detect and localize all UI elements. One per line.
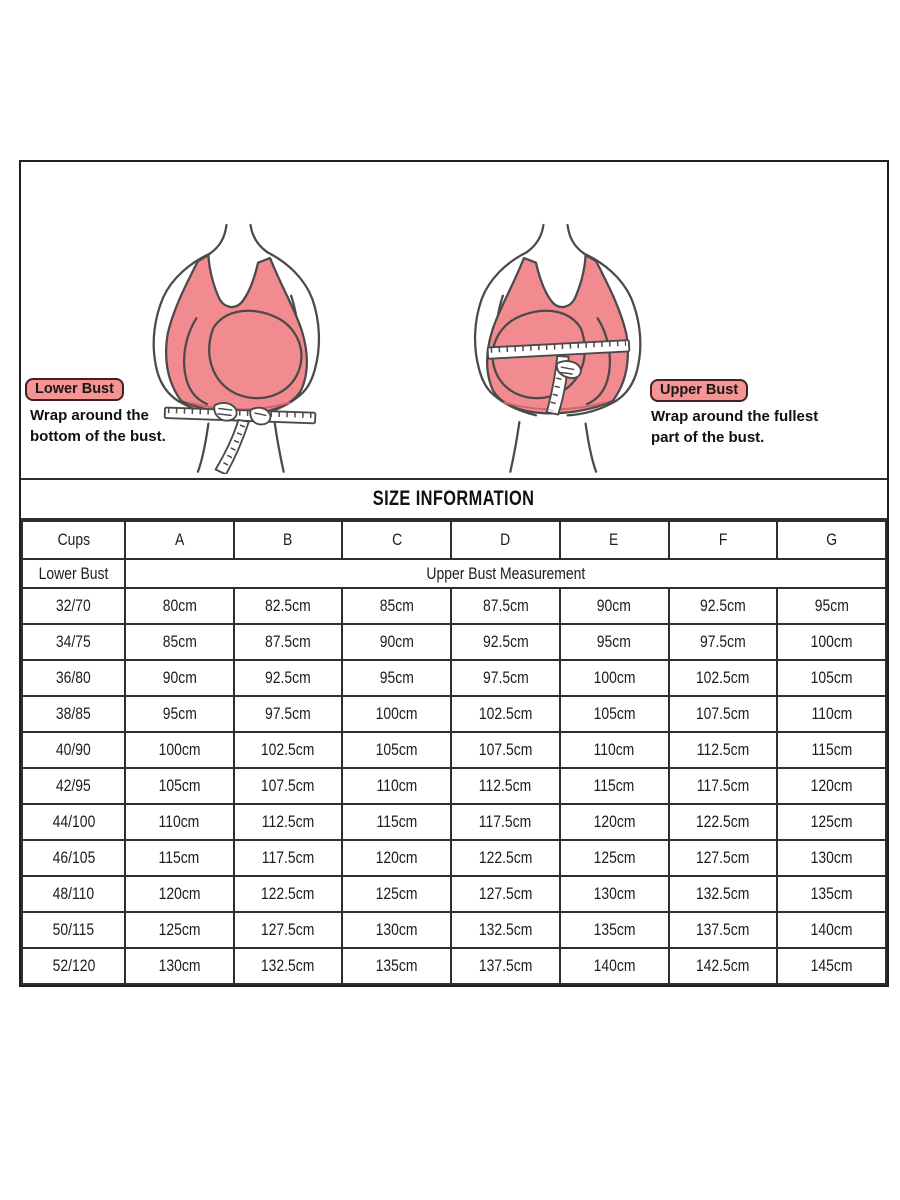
- table-cell: 125cm: [560, 840, 669, 876]
- table-cell: 115cm: [560, 768, 669, 804]
- table-cell: 110cm: [777, 696, 886, 732]
- cup-header-cell: D: [451, 521, 560, 559]
- table-cell: 125cm: [342, 876, 451, 912]
- row-header-cell: 50/115: [22, 912, 125, 948]
- table-cell: 127.5cm: [234, 912, 343, 948]
- table-cell: 107.5cm: [451, 732, 560, 768]
- table-cell: 137.5cm: [669, 912, 778, 948]
- table-cell: 127.5cm: [669, 840, 778, 876]
- table-cell: 137.5cm: [451, 948, 560, 984]
- size-chart-sheet: [19, 160, 889, 987]
- table-cell: 90cm: [560, 588, 669, 624]
- table-cell: 110cm: [560, 732, 669, 768]
- row-header-cell: 42/95: [22, 768, 125, 804]
- row-header-cell: 38/85: [22, 696, 125, 732]
- measurement-illustrations: [21, 162, 887, 478]
- table-row: [22, 840, 886, 876]
- table-row: [22, 732, 886, 768]
- table-cell: 122.5cm: [451, 840, 560, 876]
- table-cell: 120cm: [125, 876, 234, 912]
- table-cell: 100cm: [777, 624, 886, 660]
- table-cell: 112.5cm: [234, 804, 343, 840]
- table-cell: 85cm: [125, 624, 234, 660]
- table-cell: 95cm: [777, 588, 886, 624]
- table-cell: 132.5cm: [234, 948, 343, 984]
- caption-line: Wrap around the: [30, 407, 149, 424]
- table-cell: 80cm: [125, 588, 234, 624]
- table-cell: 140cm: [560, 948, 669, 984]
- table-cell: 115cm: [125, 840, 234, 876]
- table-cell: 130cm: [777, 840, 886, 876]
- cup-header-cell: G: [777, 521, 886, 559]
- row-header-cell: 52/120: [22, 948, 125, 984]
- upper-bust-label: Upper Bust: [650, 379, 748, 402]
- cup-header-cell: E: [560, 521, 669, 559]
- upper-bust-caption: [651, 406, 818, 448]
- cup-header-cell: F: [669, 521, 778, 559]
- table-cell: 90cm: [342, 624, 451, 660]
- table-cell: 112.5cm: [451, 768, 560, 804]
- cup-header-row: [22, 521, 886, 559]
- table-cell: 102.5cm: [234, 732, 343, 768]
- table-row: [22, 696, 886, 732]
- table-cell: 130cm: [342, 912, 451, 948]
- table-cell: 95cm: [125, 696, 234, 732]
- cup-header-cell: A: [125, 521, 234, 559]
- table-cell: 142.5cm: [669, 948, 778, 984]
- table-cell: 132.5cm: [669, 876, 778, 912]
- table-row: [22, 660, 886, 696]
- table-cell: 90cm: [125, 660, 234, 696]
- table-cell: 87.5cm: [234, 624, 343, 660]
- measuring-tape: [163, 408, 316, 474]
- table-cell: 117.5cm: [234, 840, 343, 876]
- table-cell: 130cm: [560, 876, 669, 912]
- table-cell: 85cm: [342, 588, 451, 624]
- table-cell: 92.5cm: [234, 660, 343, 696]
- caption-line: part of the bust.: [651, 429, 765, 446]
- table-row: [22, 804, 886, 840]
- table-cell: 127.5cm: [451, 876, 560, 912]
- table-cell: 92.5cm: [451, 624, 560, 660]
- span-header-cell: Upper Bust Measurement: [125, 559, 886, 588]
- table-cell: 117.5cm: [669, 768, 778, 804]
- table-cell: 105cm: [777, 660, 886, 696]
- table-cell: 92.5cm: [669, 588, 778, 624]
- table-cell: 97.5cm: [669, 624, 778, 660]
- table-cell: 95cm: [342, 660, 451, 696]
- table-cell: 120cm: [342, 840, 451, 876]
- row-header-cell: 40/90: [22, 732, 125, 768]
- table-cell: 87.5cm: [451, 588, 560, 624]
- table-cell: 125cm: [125, 912, 234, 948]
- row-header-cell: 34/75: [22, 624, 125, 660]
- table-cell: 82.5cm: [234, 588, 343, 624]
- table-cell: 100cm: [342, 696, 451, 732]
- corner-header-cell: Cups: [22, 521, 125, 559]
- table-cell: 130cm: [125, 948, 234, 984]
- row-header-cell: 46/105: [22, 840, 125, 876]
- table-cell: 115cm: [342, 804, 451, 840]
- table-cell: 107.5cm: [234, 768, 343, 804]
- lower-bust-caption: [30, 405, 166, 447]
- table-cell: 135cm: [342, 948, 451, 984]
- table-cell: 120cm: [560, 804, 669, 840]
- table-cell: 107.5cm: [669, 696, 778, 732]
- page-title: SIZE INFORMATION: [373, 487, 535, 510]
- table-cell: 95cm: [560, 624, 669, 660]
- table-row: [22, 768, 886, 804]
- caption-line: bottom of the bust.: [30, 428, 166, 445]
- table-row: [22, 624, 886, 660]
- cup-header-cell: B: [234, 521, 343, 559]
- table-cell: 105cm: [342, 732, 451, 768]
- size-table-body: [22, 521, 886, 984]
- table-cell: 100cm: [125, 732, 234, 768]
- table-cell: 145cm: [777, 948, 886, 984]
- table-cell: 105cm: [125, 768, 234, 804]
- table-cell: 132.5cm: [451, 912, 560, 948]
- table-cell: 115cm: [777, 732, 886, 768]
- table-row: [22, 588, 886, 624]
- table-cell: 97.5cm: [234, 696, 343, 732]
- table-cell: 135cm: [777, 876, 886, 912]
- row-header-cell: 44/100: [22, 804, 125, 840]
- table-cell: 135cm: [560, 912, 669, 948]
- measurement-header-row: [22, 559, 886, 588]
- table-cell: 102.5cm: [451, 696, 560, 732]
- upper-bust-illustration: [441, 222, 673, 474]
- row-header-cell: 48/110: [22, 876, 125, 912]
- table-cell: 102.5cm: [669, 660, 778, 696]
- lower-bust-label: Lower Bust: [25, 378, 124, 401]
- table-cell: 112.5cm: [669, 732, 778, 768]
- table-row: [22, 948, 886, 984]
- row-header-label-cell: Lower Bust: [22, 559, 125, 588]
- table-cell: 100cm: [560, 660, 669, 696]
- table-cell: 105cm: [560, 696, 669, 732]
- cup-header-cell: C: [342, 521, 451, 559]
- table-cell: 122.5cm: [234, 876, 343, 912]
- table-cell: 122.5cm: [669, 804, 778, 840]
- table-cell: 110cm: [342, 768, 451, 804]
- table-cell: 110cm: [125, 804, 234, 840]
- row-header-cell: 36/80: [22, 660, 125, 696]
- caption-line: Wrap around the fullest: [651, 408, 819, 425]
- size-table: [21, 520, 887, 985]
- table-cell: 97.5cm: [451, 660, 560, 696]
- table-row: [22, 912, 886, 948]
- table-cell: 140cm: [777, 912, 886, 948]
- table-cell: 125cm: [777, 804, 886, 840]
- size-information-header: [21, 478, 887, 520]
- table-cell: 120cm: [777, 768, 886, 804]
- row-header-cell: 32/70: [22, 588, 125, 624]
- table-cell: 117.5cm: [451, 804, 560, 840]
- table-row: [22, 876, 886, 912]
